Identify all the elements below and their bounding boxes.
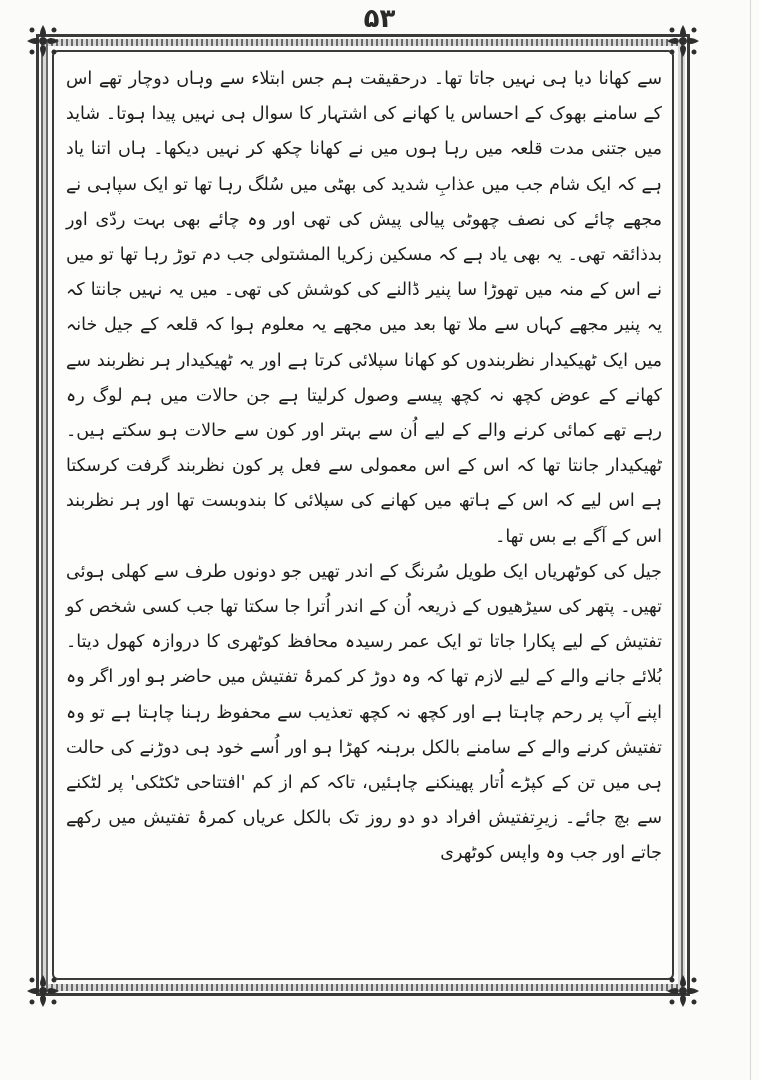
floral-corner-icon	[666, 974, 700, 1008]
floral-corner-icon	[26, 974, 60, 1008]
paragraph: جیل کی کوٹھریاں ایک طویل سُرنگ کے اندر تھیں جو دونوں طرف سے کھلی ہوئی تھیں۔ پتھر کی سیڑھیوں کے ذریعہ اُن کے اندر اُترا جا سکتا تھا جب کسی شخص کو تفتیش کے لیے پکارا جاتا تو ایک عمر رسیدہ محافظ کوٹھری کا دروازہ کھول دیتا۔ بُلائے جانے والے کے لیے لازم تھا کہ وہ دوڑ کر کمرۂ تفتیش میں حاضر ہو اور اگر وہ اپنے آپ پر رحم چاہتا ہے اور کچھ نہ کچھ تعذیب سے محفوظ رہنا چاہتا ہے تو وہ تفتیش کرنے والے کے سامنے بالکل برہنہ کھڑا ہو اور اُسے خود ہی دوڑنے کی حالت ہی میں تن کے کپڑے اُتار پھینکنے چاہئیں، تاکہ کم از کم 'افتتاحی ٹکٹکی' پر لٹکنے سے بچ جائے۔ زیرِتفتیش افراد دو دو روز تک بالکل عریاں کمرۂ تفتیش میں رکھے جاتے اور جب وہ واپس کوٹھری	[66, 561, 662, 864]
paragraph: سے کھانا دیا ہی نہیں جاتا تھا۔ درحقیقت ہم جس ابتلاء سے وہاں دوچار تھے اس کے سامنے بھوک کے احساس یا کھانے کی اشتہار کا سوال ہی نہیں پیدا ہوتا۔ شاید میں جتنی مدت قلعہ میں رہا ہوں میں نے کھانا چکھ کر نہیں دیکھا۔ ہاں اتنا یاد ہے کہ ایک شام جب میں عذابِ شدید کی بھٹی میں سُلگ رہا تھا تو ایک سپاہی نے مجھے چائے کی نصف چھوٹی پیالی پیش کی تھی اور وہ چائے بھی بہت ردّی اور بدذائقہ تھی۔ یہ بھی یاد ہے کہ مسکین زکریا المشتولی جب دم توڑ رہا تھا تو میں نے اس کے منہ میں تھوڑا سا پنیر ڈالنے کی کوشش کی تھی۔ میں یہ نہیں جانتا کہ یہ پنیر مجھے کہاں سے ملا تھا بعد میں مجھے یہ معلوم ہوا کہ قلعہ کے جیل خانہ میں ایک ٹھیکیدار نظربندوں کو کھانا سپلائی کرتا ہے اور یہ ٹھیکیدار ہر نظربند سے کھانے کے عوض کچھ نہ کچھ پیسے وصول کرلیتا ہے جن حالات میں ہم لوگ رہ رہے تھے کمائی کرنے والے کے لیے اُن سے بہتر اور کون سے حالات ہو سکتے ہیں۔ ٹھیکیدار جانتا تھا کہ اس کے اس معمولی سے فعل پر کون نظربند گرفت کرسکتا ہے اس لیے کہ اس کے ہاتھ میں کھانے کی سپلائی کا بندوبست تھا اور ہر نظربند اس کے آگے بے بس تھا۔	[66, 69, 662, 547]
floral-corner-icon	[26, 24, 60, 58]
page-number: ۵۳	[363, 4, 396, 34]
body-text	[66, 62, 662, 872]
floral-corner-icon	[666, 24, 700, 58]
page-edge-line	[750, 0, 751, 1080]
